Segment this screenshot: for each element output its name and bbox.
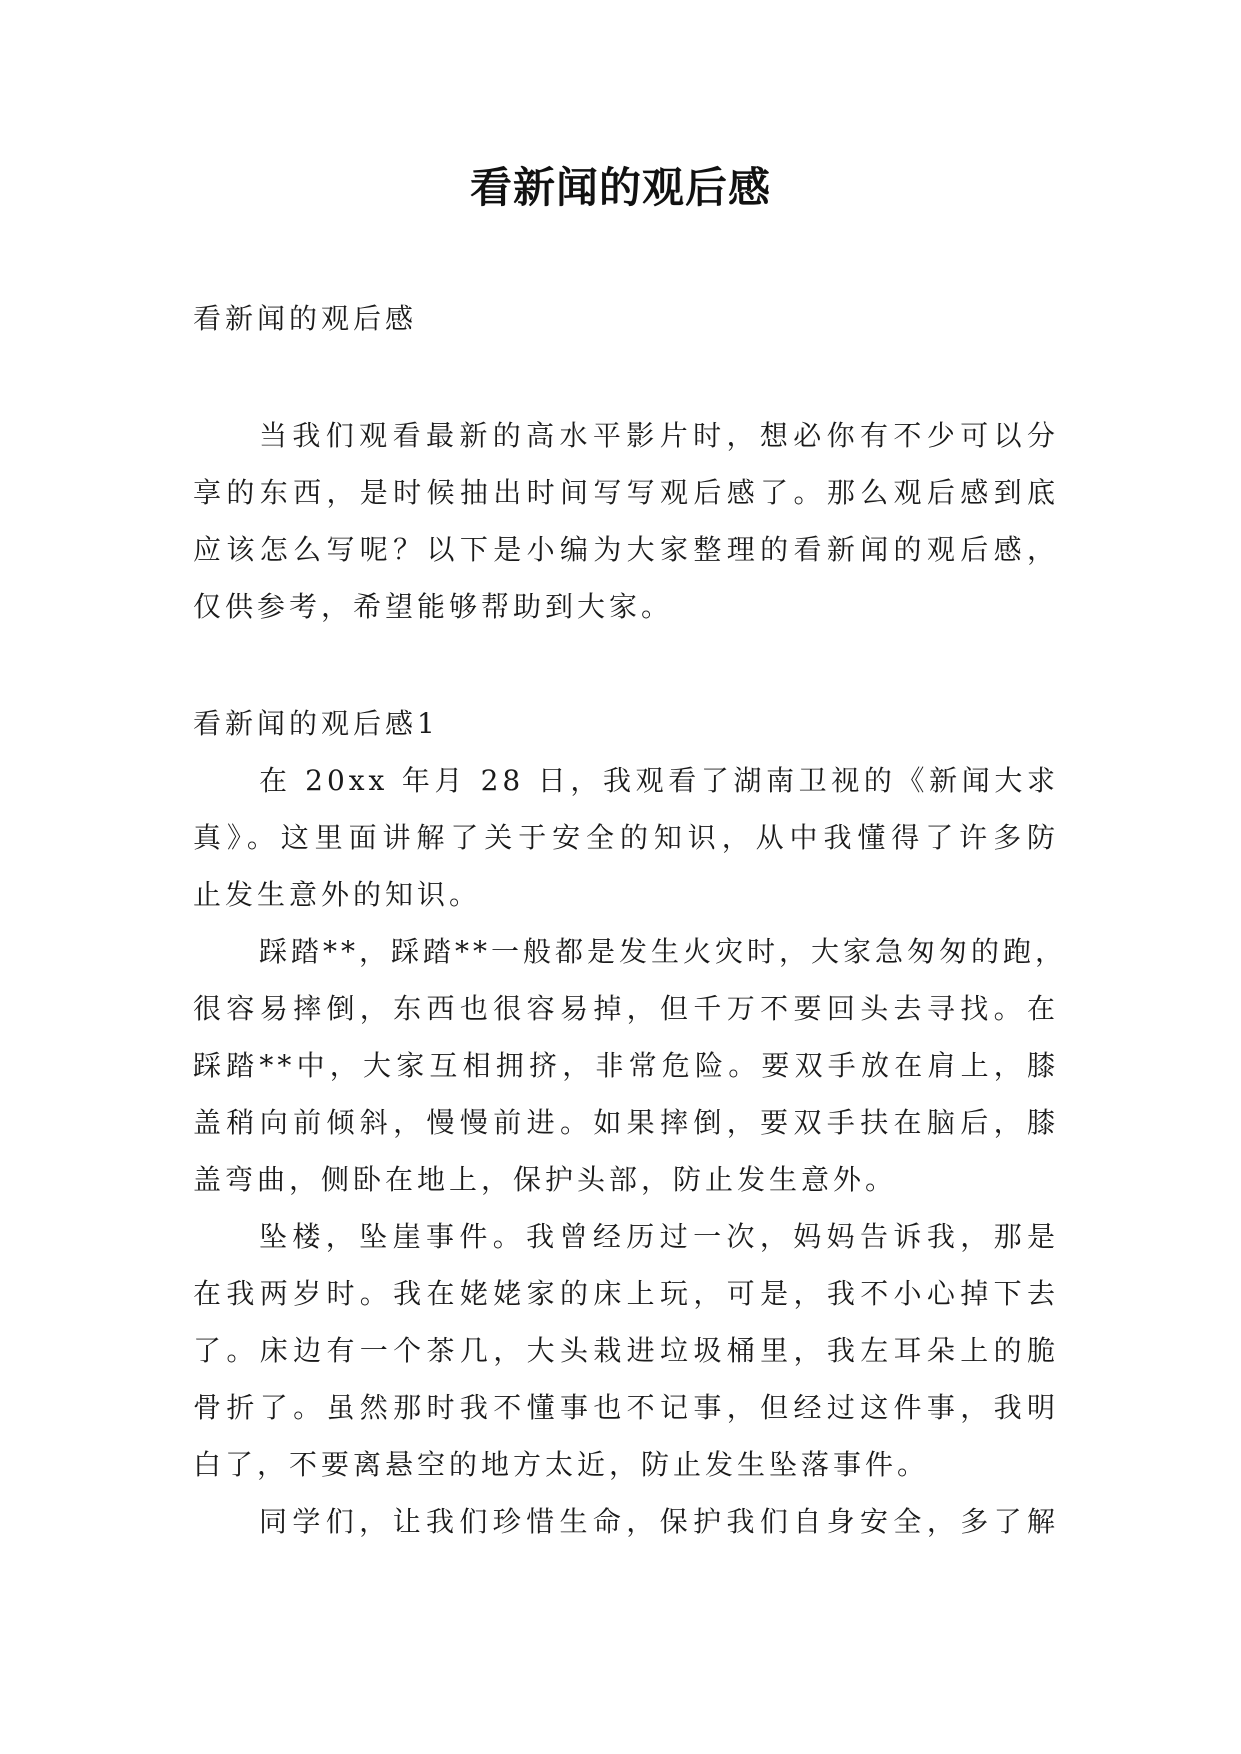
text-line: 止发生意外的知识。 bbox=[193, 878, 482, 911]
text-line: 很容易摔倒，东西也很容易掉，但千万不要回头去寻找。在 bbox=[193, 992, 1059, 1025]
text-line: 享的东西，是时候抽出时间写写观后感了。那么观后感到底 bbox=[193, 476, 1059, 509]
paragraph-1 bbox=[193, 752, 1059, 923]
text-line: 盖稍向前倾斜，慢慢前进。如果摔倒，要双手扶在脑后，膝 bbox=[193, 1106, 1059, 1139]
text-line: 踩踏**中，大家互相拥挤，非常危险。要双手放在肩上，膝 bbox=[193, 1049, 1059, 1082]
text-line: 了。床边有一个茶几，大头栽进垃圾桶里，我左耳朵上的脆 bbox=[193, 1334, 1059, 1367]
text-line: 同学们，让我们珍惜生命，保护我们自身安全，多了解 bbox=[259, 1505, 1059, 1538]
intro-paragraph bbox=[193, 407, 1059, 635]
text-line: 在 20xx 年月 28 日，我观看了湖南卫视的《新闻大求 bbox=[259, 764, 1059, 797]
text-line: 骨折了。虽然那时我不懂事也不记事，但经过这件事，我明 bbox=[193, 1391, 1059, 1424]
text-line: 应该怎么写呢？以下是小编为大家整理的看新闻的观后感， bbox=[193, 533, 1059, 566]
paragraph-2 bbox=[193, 923, 1068, 1208]
text-line: 坠楼，坠崖事件。我曾经历过一次，妈妈告诉我，那是 bbox=[259, 1220, 1059, 1253]
text-line: 当我们观看最新的高水平影片时，想必你有不少可以分 bbox=[259, 419, 1059, 452]
paragraph-4 bbox=[193, 1493, 1059, 1550]
text-line: 真》。这里面讲解了关于安全的知识，从中我懂得了许多防 bbox=[193, 821, 1059, 854]
text-line: 在我两岁时。我在姥姥家的床上玩，可是，我不小心掉下去 bbox=[193, 1277, 1059, 1310]
subtitle: 看新闻的观后感 bbox=[193, 302, 418, 335]
text-line: 仅供参考，希望能够帮助到大家。 bbox=[193, 590, 674, 623]
section-heading: 看新闻的观后感1 bbox=[193, 707, 439, 740]
text-line: 盖弯曲，侧卧在地上，保护头部，防止发生意外。 bbox=[193, 1163, 898, 1196]
document-body bbox=[193, 290, 1068, 1550]
document-title: 看新闻的观后感 bbox=[469, 163, 771, 212]
paragraph-3 bbox=[193, 1208, 1059, 1493]
text-line: 踩踏**，踩踏**一般都是发生火灾时，大家急匆匆的跑， bbox=[259, 935, 1068, 968]
text-line: 白了，不要离悬空的地方太近，防止发生坠落事件。 bbox=[193, 1448, 930, 1481]
